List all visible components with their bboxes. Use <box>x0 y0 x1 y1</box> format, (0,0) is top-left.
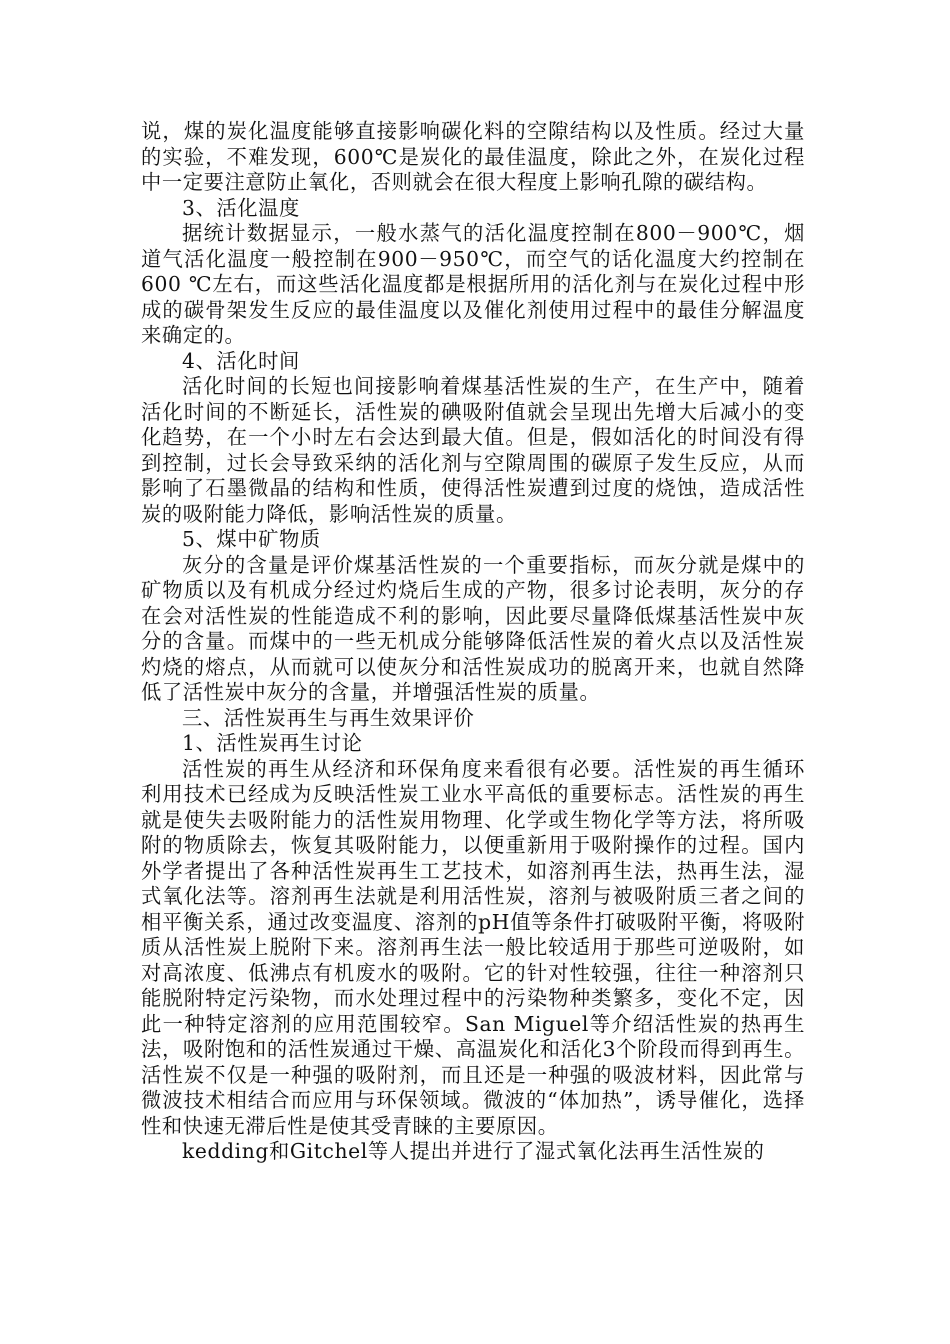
heading-activation-time: 4、活化时间 <box>182 348 300 373</box>
heading-regeneration-discussion: 1、活性炭再生讨论 <box>182 731 363 755</box>
paragraph-regeneration-discussion: 活性炭的再生从经济和环保角度来看很有必要。活性炭的再生循环利用技术已经成为反映活性炭工业水平高低的重要标志。活性炭的再生就是使失去吸附能力的活性炭用物理、化学或生物化学等方法，将所吸附的物质除去，恢复其吸附能力，以便重新用于吸附操作的过程。国内外学者提出了各种活性炭再生工艺技术，如溶剂再生法，热再生法，湿式氧化法等。溶剂再生法就是利用活性炭，溶剂与被吸附质三者之间的相平衡关系，通过改变温度、溶剂的pH值等条件打破吸附平衡，将吸附质从活性炭上脱附下来。溶剂再生法一般比较适用于那些可逆吸附，如对高浓度、低沸点有机废水的吸附。它的针对性较强，往往一种溶剂只能脱附特定污染物，而水处理过程中的污染物种类繁多，变化不定，因此一种特定溶剂的应用范围较窄。San Miguel等介绍活性炭的热再生法，吸附饱和的活性炭通过干燥、高温炭化和活化3个阶段而得到再生。活性炭不仅是一种强的吸附剂，而且还是一种强的吸波材料，因此常与微波技术相结合而应用与环保领域。微波的“体加热”，诱导催化，选择性和快速无滞后性是使其受青睐的主要原因。 <box>141 756 805 1138</box>
heading-coal-minerals: 5、煤中矿物质 <box>182 527 321 551</box>
paragraph-carbonization-conclusion: 说，煤的炭化温度能够直接影响碳化料的空隙结构以及性质。经过大量的实验，不难发现，600℃是炭化的最佳温度，除此之外，在炭化过程中一定要注意防止氧化，否则就会在很大程度上影响孔隙的碳结构。 <box>141 119 805 194</box>
paragraph-coal-minerals: 灰分的含量是评价煤基活性炭的一个重要指标，而灰分就是煤中的矿物质以及有机成分经过灼烧后生成的产物，很多讨论表明，灰分的存在会对活性炭的性能造成不利的影响，因此要尽量降低煤基活性炭中灰分的含量。而煤中的一些无机成分能够降低活性炭的着火点以及活性炭灼烧的熔点，从而就可以使灰分和活性炭成功的脱离开来，也就自然降低了活性炭中灰分的含量，并增强活性炭的质量。 <box>141 552 805 704</box>
document-page <box>141 119 805 1165</box>
section-heading-regeneration: 三、活性炭再生与再生效果评价 <box>182 705 475 730</box>
paragraph-activation-time: 活化时间的长短也间接影响着煤基活性炭的生产，在生产中，随着活化时间的不断延长，活性炭的碘吸附值就会呈现出先增大后减小的变化趋势，在一个小时左右会达到最大值。但是，假如活化的时间没有得到控制，过长会导致采纳的活化剂与空隙周围的碳原子发生反应，从而影响了石墨微晶的结构和性质，使得活性炭遭到过度的烧蚀，造成活性炭的吸附能力降低，影响活性炭的质量。 <box>141 374 805 526</box>
paragraph-wet-oxidation: kedding和Gitchel等人提出并进行了湿式氧化法再生活性炭的 <box>182 1139 765 1163</box>
paragraph-activation-temperature: 据统计数据显示，一般水蒸气的活化温度控制在800－900℃，烟道气活化温度一般控制在900－950℃，而空气的话化温度大约控制在600 ℃左右，而这些活化温度都是根据所用的活化剂与在炭化过程中形成的碳骨架发生反应的最佳温度以及催化剂使用过程中的最佳分解温度来确定的。 <box>141 221 805 347</box>
heading-activation-temperature: 3、活化温度 <box>182 195 300 220</box>
